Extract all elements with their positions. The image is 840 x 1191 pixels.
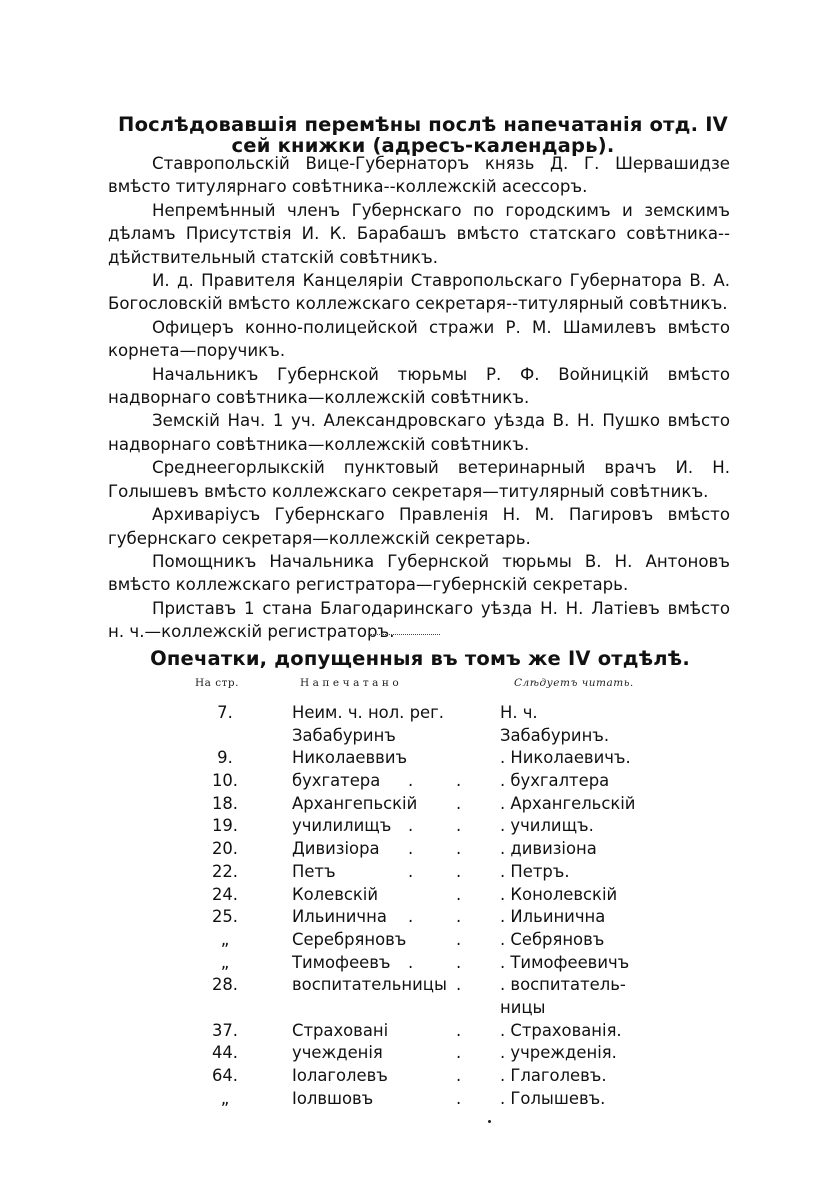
leader-dot: . [456, 793, 462, 813]
errata-page-number: 37. [211, 1020, 239, 1040]
errata-printed-text: Дивизіора [292, 839, 380, 859]
errata-row [0, 929, 840, 952]
print-speck [488, 1120, 491, 1123]
errata-printed-text: училилищъ [292, 816, 392, 836]
errata-correct-text: . училищъ. [500, 816, 594, 836]
changes-heading [108, 114, 738, 156]
errata-page-number: 44. [211, 1043, 239, 1063]
errata-correct-text: . Тимофеевичъ [500, 952, 630, 972]
leader-dot: . [408, 952, 414, 972]
change-entry: Начальникъ Губернской тюрьмы Р. Ф. Войницкій вмѣсто надворнаго совѣтника—коллежскій совѣтникъ. [108, 364, 730, 408]
errata-row [0, 1042, 840, 1065]
change-entry: Помощникъ Начальника Губернской тюрьмы В. Н. Антоновъ вмѣсто коллежскаго регистратора—губернскій секретарь. [108, 551, 730, 595]
errata-correct-text: . бухгалтера [500, 771, 610, 791]
errata-printed-text: Колевскій [292, 884, 379, 904]
leader-dot: . [456, 1088, 462, 1108]
errata-printed-text: Неим. ч. нол. рег. Забабуринъ [292, 703, 444, 745]
changes-heading-line2: сей книжки (адресъ-календарь). [231, 134, 615, 157]
change-entry: Офицеръ конно-полицейской стражи Р. М. Шамилевъ вмѣсто корнета—поручикъ. [108, 317, 730, 361]
errata-printed-text: Архангепьскій [292, 793, 418, 813]
errata-page-number: 19. [211, 816, 239, 836]
errata-row [0, 906, 840, 929]
leader-dot: . [456, 975, 462, 995]
errata-row [0, 884, 840, 907]
errata-row [0, 838, 840, 861]
leader-dot: . [456, 929, 462, 949]
errata-page-number: 64. [211, 1066, 239, 1086]
leader-dot: . [408, 861, 414, 881]
errata-printed-text: бухгатера [292, 771, 381, 791]
change-entry: Непремѣнный членъ Губернскаго по городскимъ и земскимъ дѣламъ Присутствія И. К. Барабашъ вмѣсто статскаго совѣтника-- дѣйствительный статскій совѣтникъ. [108, 200, 730, 267]
errata-printed-text: Іолвшовъ [292, 1088, 374, 1108]
leader-dot: . [408, 907, 414, 927]
errata-row [0, 702, 840, 747]
errata-correct-text: . Страхованія. [500, 1020, 622, 1040]
errata-correct-text: . учрежденія. [500, 1043, 617, 1063]
leader-dot: . [408, 839, 414, 859]
errata-correct-text: . Голышевъ. [500, 1088, 606, 1108]
errata-page-number: 10. [211, 771, 239, 791]
errata-correct-text: . Архангельскій [500, 793, 636, 813]
errata-printed-text: Николаеввиъ [292, 748, 408, 768]
errata-page-number: 22. [211, 861, 239, 881]
errata-printed-text: Серебряновъ [292, 929, 407, 949]
errata-row [0, 1020, 840, 1043]
errata-header-printed: Напечатано [300, 677, 403, 689]
errata-row [0, 815, 840, 838]
errata-correct-text: . Петръ. [500, 861, 570, 881]
errata-row [0, 793, 840, 816]
leader-dot: . [456, 952, 462, 972]
leader-dot: . [456, 771, 462, 791]
change-entry: Приставъ 1 стана Благодаринскаго уѣзда Н. Н. Латіевъ вмѣсто н. ч.—коллежскій регистраторъ. [108, 598, 730, 642]
leader-dot: . [456, 816, 462, 836]
errata-row [0, 952, 840, 975]
errata-correct-text: . Себряновъ [500, 929, 605, 949]
leader-dot: . [456, 1066, 462, 1086]
errata-page-number: 18. [211, 793, 239, 813]
changes-list [108, 152, 730, 644]
errata-page-number: „ [220, 952, 230, 972]
errata-row [0, 770, 840, 793]
errata-header-page: На стр. [194, 677, 239, 689]
leader-dot: . [456, 907, 462, 927]
errata-correct-text: . Глаголевъ. [500, 1066, 607, 1086]
errata-page-number: 20. [211, 839, 239, 859]
errata-table [0, 702, 840, 1110]
errata-printed-text: Ильинична [292, 907, 387, 927]
leader-dot: . [408, 816, 414, 836]
errata-printed-text: Тимофеевъ [292, 952, 391, 972]
errata-correct-text: . воспитатель- ницы [500, 975, 626, 1017]
errata-printed-text: Іолаголевъ [292, 1066, 388, 1086]
errata-correct-text: Н. ч. Забабуринъ. [500, 703, 610, 745]
change-entry: Архиваріусъ Губернскаго Правленія Н. М. Пагировъ вмѣсто губернскаго секретаря—коллежскій секретарь. [108, 505, 730, 548]
errata-row [0, 861, 840, 884]
errata-row [0, 1065, 840, 1088]
change-entry: Ставропольскій Вице-Губернаторъ князь Д. Г. Шервашидзе вмѣсто титулярнаго совѣтника--коллежскій асессоръ. [108, 154, 730, 197]
leader-dot: . [456, 884, 462, 904]
errata-printed-text: Петъ [292, 861, 336, 881]
errata-correct-text: . Ильинична [500, 907, 606, 927]
leader-dot: . [456, 839, 462, 859]
errata-heading: Опечатки, допущенныя въ томъ же IV отдѣлѣ. [150, 647, 690, 670]
errata-page-number: 25. [211, 907, 239, 927]
errata-row [0, 1088, 840, 1111]
errata-page-number: „ [220, 1088, 230, 1108]
errata-page-number: 9. [217, 748, 233, 768]
leader-dot: . [408, 771, 414, 791]
errata-printed-text: воспитательницы [292, 975, 447, 995]
leader-dot: . [456, 1043, 462, 1063]
errata-page-number: 24. [211, 884, 239, 904]
errata-correct-text: . Конолевскій [500, 884, 618, 904]
errata-row [0, 974, 840, 1019]
changes-heading-line1: Послѣдовавшія перемѣны послѣ напечатанія отд. IV [118, 113, 728, 136]
errata-page-number: 7. [217, 703, 233, 722]
change-entry: Земскій Нач. 1 уч. Александровскаго уѣзда В. Н. Пушко вмѣсто надворнаго совѣтника—коллежскій совѣтникъ. [108, 411, 730, 454]
errata-correct-text: . Николаевичъ. [500, 748, 631, 768]
errata-header-read: Слѣдуетъ читать. [514, 677, 634, 689]
change-entry: Среднеегорлыкскій пунктовый ветеринарный врачъ И. Н. Голышевъ вмѣсто коллежскаго секретаря—титулярный совѣтникъ. [108, 458, 730, 501]
leader-dot: . [456, 1020, 462, 1040]
leader-dot: . [456, 861, 462, 881]
errata-correct-text: . дивизіона [500, 839, 597, 859]
errata-page-number: 28. [211, 975, 239, 995]
section-divider [368, 634, 440, 635]
change-entry: И. д. Правителя Канцеляріи Ставропольскаго Губернатора В. А. Богословскій вмѣсто коллежскаго секретаря--титулярный совѣтникъ. [108, 271, 730, 314]
errata-printed-text: учежденія [292, 1043, 383, 1063]
errata-row [0, 747, 840, 770]
errata-page-number: „ [220, 929, 230, 949]
errata-printed-text: Страховані [292, 1020, 389, 1040]
